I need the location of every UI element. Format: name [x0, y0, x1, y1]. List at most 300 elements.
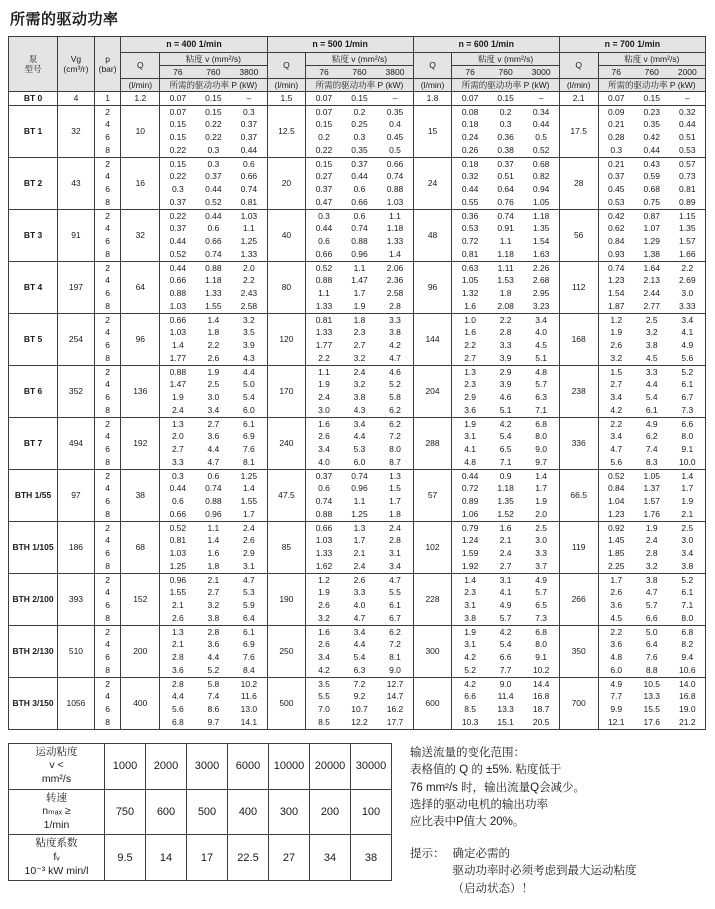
power-value: 15.5 — [643, 704, 661, 715]
q-value: 96 — [121, 313, 160, 365]
power-value: 3.6 — [207, 431, 220, 442]
power-value: 0.52 — [160, 521, 196, 534]
q-value: 240 — [267, 417, 306, 469]
q-value: 204 — [413, 365, 452, 417]
power-value: 0.66 — [351, 197, 368, 208]
power-value: 6.2 — [377, 417, 413, 430]
power-value: 4.5 — [535, 340, 548, 351]
info-value: 600 — [146, 789, 187, 835]
info-value: 750 — [105, 789, 146, 835]
power-value: 1.76 — [643, 509, 661, 520]
power-value: 6.8 — [171, 717, 184, 728]
power-value: 1.18 — [524, 209, 560, 222]
power-value: 0.66 — [240, 171, 258, 182]
power-value: 3.9 — [499, 353, 512, 364]
p-value: 6 — [94, 131, 121, 144]
p-value: 4 — [94, 170, 121, 183]
power-value: 14.0 — [670, 677, 706, 690]
info-value: 300 — [269, 789, 310, 835]
power-value: 6.9 — [242, 431, 255, 442]
power-value: 4.1 — [499, 587, 512, 598]
power-value: 1.9 — [171, 392, 184, 403]
power-value: 0.89 — [679, 197, 696, 208]
power-value: 2.5 — [207, 379, 220, 390]
power-value: 1.18 — [497, 483, 514, 494]
power-value: 7.3 — [681, 405, 694, 416]
power-value: 0.22 — [169, 145, 187, 156]
power-value: 0.35 — [377, 105, 413, 118]
power-value: 0.94 — [532, 184, 550, 195]
p-value: 8 — [94, 248, 121, 261]
p-value: 6 — [94, 339, 121, 352]
power-value: 2.2 — [670, 261, 706, 274]
viscosity-value-header: 2000 — [670, 65, 706, 78]
power-value: 1.03 — [169, 548, 187, 559]
power-value: 4.5 — [645, 353, 658, 364]
power-value: 9.7 — [535, 457, 548, 468]
power-value: 10.5 — [634, 677, 670, 690]
power-value: 8.1 — [389, 652, 401, 663]
vg-header: Vg (cm³/r) — [58, 37, 95, 92]
q-unit-header: (l/min) — [267, 78, 306, 91]
power-value: 0.37 — [607, 171, 625, 182]
p-value: 2 — [94, 313, 121, 326]
power-value: 0.44 — [532, 119, 550, 130]
p-value: 2 — [94, 209, 121, 222]
power-value: 1.4 — [389, 249, 401, 260]
power-value: 4.1 — [681, 327, 694, 338]
power-value: 0.9 — [488, 469, 524, 482]
power-value: 6.0 — [610, 665, 623, 676]
power-value: 1.35 — [497, 496, 514, 507]
power-value: 6.2 — [389, 405, 401, 416]
power-value: 0.07 — [306, 92, 342, 106]
p-value: 2 — [94, 365, 121, 378]
power-value: 2.0 — [171, 431, 184, 442]
power-value: 0.28 — [607, 132, 625, 143]
power-value: 2.6 — [610, 587, 623, 598]
q-value: 102 — [413, 521, 452, 573]
pump-model: BT 0 — [9, 92, 58, 106]
power-value: 0.22 — [169, 171, 187, 182]
viscosity-header: 粘度 v (mm²/s) — [598, 52, 705, 65]
power-value: 8.0 — [535, 431, 548, 442]
p-value: 4 — [94, 638, 121, 651]
power-value: 7.2 — [342, 677, 378, 690]
power-value: 0.15 — [160, 157, 196, 170]
power-value: 2.4 — [318, 392, 330, 403]
power-value: 2.4 — [353, 561, 366, 572]
power-value: 0.2 — [342, 105, 378, 118]
power-value: 0.6 — [171, 496, 184, 507]
vg-value: 197 — [58, 261, 95, 313]
vg-value: 43 — [58, 157, 95, 209]
power-value: 3.3 — [535, 548, 548, 559]
power-value: 0.88 — [169, 288, 187, 299]
power-value: 2.6 — [318, 431, 330, 442]
power-value: 1.06 — [461, 509, 479, 520]
power-value: 1.25 — [351, 509, 368, 520]
power-value: 1.8 — [207, 561, 220, 572]
power-value: 0.07 — [452, 92, 488, 106]
q-value: 136 — [121, 365, 160, 417]
power-value: 4.2 — [452, 677, 488, 690]
power-value: 10.3 — [461, 717, 479, 728]
p-value: 2 — [94, 573, 121, 586]
power-value: 2.6 — [318, 639, 330, 650]
power-value: 0.92 — [598, 521, 634, 534]
q-unit-header: (l/min) — [121, 78, 160, 91]
p-value: 8 — [94, 612, 121, 625]
group-title: n = 700 1/min — [559, 37, 705, 53]
power-value: 1.33 — [386, 236, 404, 247]
power-value: 1.6 — [306, 417, 342, 430]
power-value: 4.7 — [610, 444, 623, 455]
power-value: 5.2 — [670, 365, 706, 378]
power-value: 0.66 — [306, 521, 342, 534]
power-value: 3.2 — [318, 613, 330, 624]
power-value: 2.95 — [532, 288, 550, 299]
q-value: 48 — [413, 209, 452, 261]
power-value: 2.1 — [195, 573, 231, 586]
power-value: 2.2 — [598, 417, 634, 430]
power-value: 1.33 — [315, 327, 333, 338]
q-value: 28 — [559, 157, 598, 209]
power-value: 4.4 — [231, 365, 267, 378]
power-value: 3.9 — [499, 379, 512, 390]
p-value: 6 — [94, 235, 121, 248]
viscosity-header: 粘度 v (mm²/s) — [306, 52, 413, 65]
power-value: 2.8 — [160, 677, 196, 690]
power-value: 4.1 — [464, 444, 477, 455]
info-table-body — [9, 743, 392, 881]
power-value: 1.57 — [679, 236, 696, 247]
power-value: 10.7 — [351, 704, 368, 715]
pump-model: BTH 3/150 — [9, 677, 58, 729]
power-value: 0.44 — [169, 483, 187, 494]
q-value: 190 — [267, 573, 306, 625]
power-value: 0.88 — [205, 496, 222, 507]
power-value: 7.2 — [389, 431, 401, 442]
p-header: p (bar) — [94, 37, 121, 92]
power-value: 11.4 — [497, 691, 514, 702]
power-value: 1.6 — [488, 521, 524, 534]
q-value: 228 — [413, 573, 452, 625]
q-value: 2.1 — [559, 92, 598, 106]
power-value: 6.8 — [524, 417, 560, 430]
p-value: 4 — [94, 534, 121, 547]
power-value: 5.0 — [634, 625, 670, 638]
power-value: 1.47 — [351, 275, 368, 286]
power-value: 0.88 — [315, 509, 333, 520]
power-value: 13.3 — [643, 691, 661, 702]
power-value: 0.36 — [452, 209, 488, 222]
power-value: 0.75 — [643, 197, 661, 208]
power-value: 1.0 — [452, 313, 488, 326]
power-value: 5.6 — [171, 704, 184, 715]
info-value: 6000 — [228, 743, 269, 789]
p-value: 8 — [94, 508, 121, 521]
power-value: 0.22 — [205, 119, 222, 130]
power-value: 3.23 — [532, 301, 550, 312]
power-value: 9.1 — [535, 652, 548, 663]
viscosity-value-header: 76 — [598, 65, 634, 78]
viscosity-header: 粘度 v (mm²/s) — [452, 52, 559, 65]
power-value: 1.7 — [389, 496, 401, 507]
note-line: 应比表中P值大 20%。 — [410, 816, 525, 829]
power-value: 1.54 — [532, 236, 550, 247]
q-value: 64 — [121, 261, 160, 313]
info-value: 34 — [310, 835, 351, 881]
power-value: 3.3 — [353, 587, 366, 598]
power-value: 0.32 — [670, 105, 706, 118]
power-value: 2.77 — [643, 301, 661, 312]
power-value: 0.22 — [315, 145, 333, 156]
power-value: 0.37 — [169, 197, 187, 208]
power-value: 4.6 — [499, 392, 512, 403]
power-value: 0.68 — [643, 184, 661, 195]
power-value: 1.6 — [207, 548, 220, 559]
pump-model: BT 7 — [9, 417, 58, 469]
power-value: 3.4 — [524, 313, 560, 326]
q-value: 600 — [413, 677, 452, 729]
p-value: 8 — [94, 456, 121, 469]
power-value: 1.35 — [532, 223, 550, 234]
power-value: 2.3 — [353, 327, 366, 338]
power-value: 0.15 — [169, 132, 187, 143]
power-value: 3.8 — [634, 573, 670, 586]
q-value: 1.5 — [267, 92, 306, 106]
power-value: 1.4 — [207, 535, 220, 546]
power-value: 2.5 — [524, 521, 560, 534]
power-value: 0.4 — [389, 119, 401, 130]
power-value: 2.2 — [207, 340, 220, 351]
power-value: 5.7 — [535, 587, 548, 598]
power-value: – — [524, 92, 560, 106]
info-value: 100 — [351, 789, 392, 835]
vg-value: 510 — [58, 625, 95, 677]
power-value: 16.2 — [386, 704, 404, 715]
power-value: 1.52 — [497, 509, 514, 520]
power-value: 6.0 — [242, 405, 255, 416]
power-value: 1.87 — [607, 301, 625, 312]
viscosity-value-header: 3800 — [377, 65, 413, 78]
q-value: 500 — [267, 677, 306, 729]
power-value: 0.15 — [169, 119, 187, 130]
power-value: 5.7 — [499, 613, 512, 624]
power-value: 1.25 — [240, 236, 258, 247]
power-value: 7.4 — [645, 444, 658, 455]
info-value: 22.5 — [228, 835, 269, 881]
info-value: 10000 — [269, 743, 310, 789]
power-value: 2.2 — [598, 625, 634, 638]
power-value: 3.4 — [207, 405, 220, 416]
power-value: 2.5 — [670, 521, 706, 534]
p-value: 8 — [94, 144, 121, 157]
pump-table-head — [9, 37, 706, 92]
p-value: 2 — [94, 157, 121, 170]
p-value: 2 — [94, 521, 121, 534]
power-value: 6.8 — [670, 625, 706, 638]
power-value: 5.5 — [389, 587, 401, 598]
power-value: 0.07 — [160, 105, 196, 118]
power-value: 3.7 — [535, 561, 548, 572]
info-row-label: 粘度系数 fᵥ 10⁻³ kW min/l — [9, 835, 105, 881]
power-value: 1.03 — [231, 209, 267, 222]
power-value: 0.52 — [306, 261, 342, 274]
power-value: 9.1 — [681, 444, 694, 455]
power-value: 1.23 — [607, 275, 625, 286]
info-value: 400 — [228, 789, 269, 835]
power-value: 6.1 — [231, 625, 267, 638]
power-value: 0.63 — [452, 261, 488, 274]
q-value: 66.5 — [559, 469, 598, 521]
power-value: 3.1 — [464, 600, 477, 611]
viscosity-value-header: 76 — [306, 65, 342, 78]
p-value: 2 — [94, 105, 121, 118]
power-value: 8.0 — [681, 431, 694, 442]
info-value: 30000 — [351, 743, 392, 789]
power-value: 0.88 — [351, 236, 368, 247]
power-value: 2.44 — [643, 288, 661, 299]
power-value: 0.82 — [532, 171, 550, 182]
power-value: 1.9 — [634, 521, 670, 534]
power-value: 1.18 — [386, 223, 404, 234]
power-value: 1.55 — [205, 301, 222, 312]
power-value: 0.76 — [497, 197, 514, 208]
power-value: 2.8 — [171, 652, 184, 663]
power-value: 1.4 — [171, 340, 184, 351]
power-value: – — [231, 92, 267, 106]
power-value: 10.2 — [532, 665, 550, 676]
power-value: 2.4 — [377, 521, 413, 534]
power-value: 1.55 — [169, 587, 187, 598]
power-value: 0.07 — [306, 105, 342, 118]
p-value: 6 — [94, 391, 121, 404]
p-value: 4 — [94, 274, 121, 287]
p-value: 6 — [94, 703, 121, 716]
power-value: 9.7 — [207, 717, 220, 728]
power-value: 2.6 — [242, 535, 255, 546]
power-value: 4.4 — [207, 444, 220, 455]
power-value: 1.25 — [231, 469, 267, 482]
q-value: 336 — [559, 417, 598, 469]
power-value: 7.1 — [535, 405, 548, 416]
power-value: 0.43 — [634, 157, 670, 170]
power-value: 1.03 — [169, 327, 187, 338]
power-value: 6.7 — [389, 613, 401, 624]
power-value: 9.9 — [610, 704, 623, 715]
power-value: 0.88 — [160, 365, 196, 378]
power-value: 3.2 — [207, 600, 220, 611]
power-header: 所需的驱动功率 P (kW) — [160, 78, 267, 91]
power-value: 2.9 — [488, 365, 524, 378]
q-value: 350 — [559, 625, 598, 677]
power-value: 0.45 — [386, 132, 404, 143]
power-value: 9.0 — [488, 677, 524, 690]
power-value: 0.74 — [240, 184, 258, 195]
info-value: 2000 — [146, 743, 187, 789]
power-value: 2.6 — [318, 600, 330, 611]
power-value: 3.4 — [342, 625, 378, 638]
power-value: 0.79 — [452, 521, 488, 534]
power-value: 0.6 — [318, 236, 330, 247]
power-value: 0.37 — [306, 469, 342, 482]
power-value: 1.4 — [195, 313, 231, 326]
power-value: 1.33 — [315, 548, 333, 559]
power-value: 1.64 — [634, 261, 670, 274]
power-value: 0.52 — [532, 145, 550, 156]
power-value: 1.32 — [461, 288, 479, 299]
power-value: 1.9 — [452, 417, 488, 430]
power-value: 4.8 — [464, 457, 477, 468]
power-value: 4.9 — [524, 573, 560, 586]
p-value: 2 — [94, 417, 121, 430]
q-value: 80 — [267, 261, 306, 313]
power-value: 6.7 — [681, 392, 694, 403]
power-value: 5.7 — [645, 600, 658, 611]
power-value: 1.9 — [452, 625, 488, 638]
power-value: 3.1 — [488, 573, 524, 586]
power-value: 0.37 — [240, 119, 258, 130]
q-value: 170 — [267, 365, 306, 417]
power-value: 0.44 — [643, 145, 661, 156]
power-value: 10.6 — [679, 665, 696, 676]
power-value: 2.8 — [389, 535, 401, 546]
power-value: 2.9 — [464, 392, 477, 403]
power-value: 1.8 — [389, 509, 401, 520]
power-value: 1.1 — [499, 236, 512, 247]
power-value: 2.9 — [242, 548, 255, 559]
power-value: 2.6 — [610, 340, 623, 351]
power-value: 0.15 — [634, 92, 670, 106]
power-value: 1.4 — [242, 483, 255, 494]
power-value: 9.4 — [681, 652, 694, 663]
power-value: 7.1 — [499, 457, 512, 468]
power-value: 12.7 — [377, 677, 413, 690]
p-value: 8 — [94, 664, 121, 677]
power-value: 0.44 — [195, 209, 231, 222]
power-value: 0.44 — [351, 171, 368, 182]
p-value: 2 — [94, 261, 121, 274]
power-value: 0.74 — [386, 171, 404, 182]
vg-value: 4 — [58, 92, 95, 106]
power-value: 0.15 — [195, 92, 231, 106]
power-value: 2.25 — [607, 561, 625, 572]
power-value: 7.2 — [389, 639, 401, 650]
power-value: 2.3 — [464, 379, 477, 390]
power-value: 0.53 — [679, 145, 696, 156]
pump-model: BT 4 — [9, 261, 58, 313]
power-value: 0.89 — [461, 496, 479, 507]
power-value: 1.8 — [499, 288, 512, 299]
power-value: 0.3 — [610, 145, 623, 156]
power-value: 1.03 — [169, 301, 187, 312]
power-value: 5.7 — [535, 379, 548, 390]
power-value: 1.11 — [488, 261, 524, 274]
power-value: 4.9 — [598, 677, 634, 690]
power-value: 4.9 — [634, 417, 670, 430]
power-value: 3.8 — [464, 613, 477, 624]
power-value: 1.7 — [681, 483, 694, 494]
power-value: 1.6 — [464, 327, 477, 338]
power-value: 19.0 — [679, 704, 696, 715]
power-value: 2.26 — [524, 261, 560, 274]
power-value: 3.8 — [681, 561, 694, 572]
power-value: 3.1 — [464, 639, 477, 650]
power-value: 1.45 — [607, 535, 625, 546]
power-value: 0.21 — [598, 157, 634, 170]
